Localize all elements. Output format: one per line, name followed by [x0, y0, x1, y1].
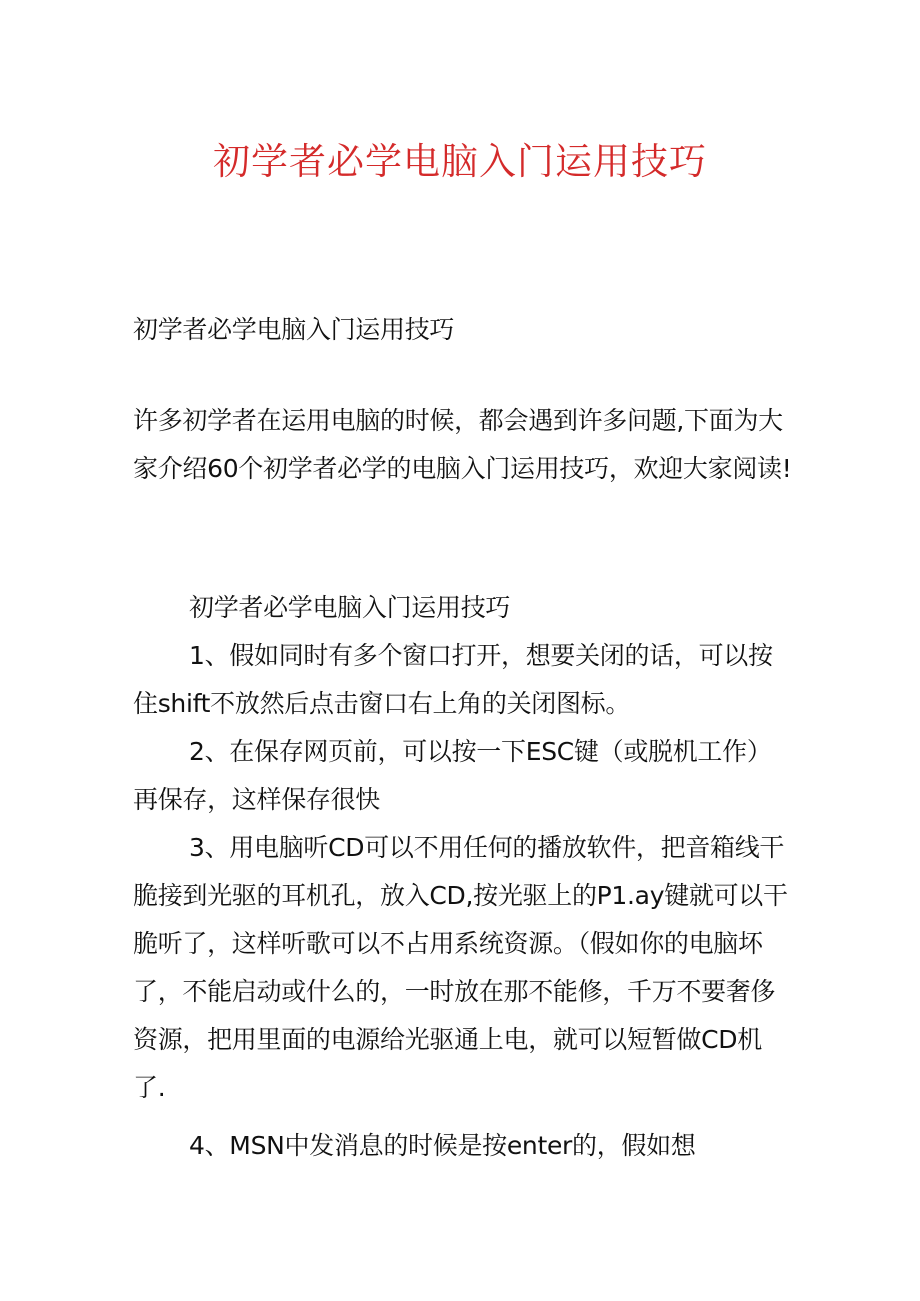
intro-text: 许多初学者在运用电脑的时候，都会遇到许多问题,下面为大家介绍60个初学者必学的电脑入门运用技巧，欢迎大家阅读! — [133, 406, 792, 483]
tips-list — [133, 584, 793, 1170]
document-subtitle — [133, 306, 793, 354]
intro-paragraph — [133, 397, 793, 493]
list-item: 1、假如同时有多个窗口打开，想要关闭的话，可以按住shift不放然后点击窗口右上角的关闭图标。 — [133, 641, 773, 718]
list-item: 2、在保存网页前，可以按一下ESC键（或脱机工作）再保存，这样保存很快 — [133, 737, 772, 814]
section-heading: 初学者必学电脑入门运用技巧 — [189, 593, 511, 622]
list-item: 4、MSN中发消息的时候是按enter的，假如想 — [189, 1131, 696, 1160]
subtitle-text: 初学者必学电脑入门运用技巧 — [133, 315, 455, 344]
document-title: 初学者必学电脑入门运用技巧 — [213, 140, 707, 183]
list-item: 3、用电脑听CD可以不用任何的播放软件，把音箱线干脆接到光驱的耳机孔，放入CD,按光驱上的P1.ay键就可以干脆听了，这样听歌可以不占用系统资源。（假如你的电脑坏了，不能启动或什么的，一时放在那不能修，千万不要奢侈资源，把用里面的电源给光驱通上电，就可以短暂做CD机了. — [133, 833, 788, 1102]
